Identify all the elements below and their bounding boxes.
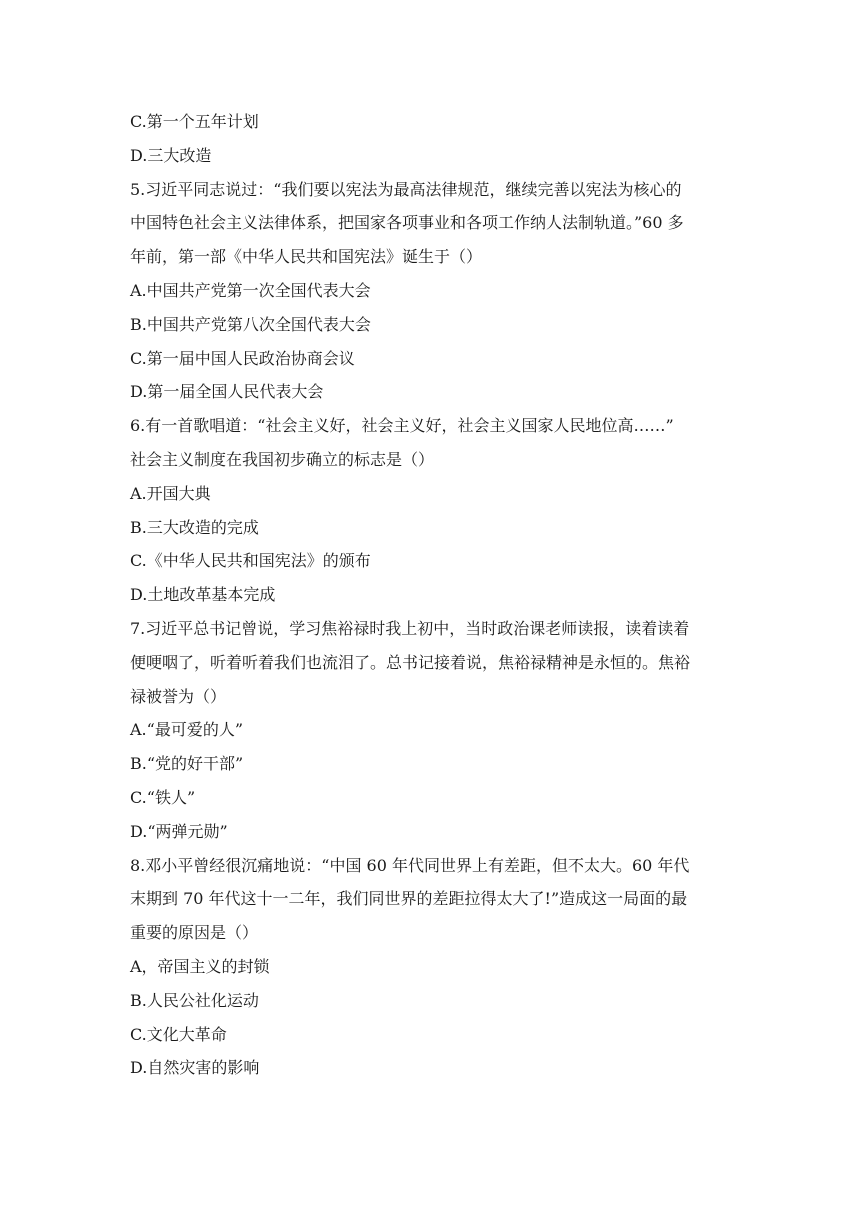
question-line: 8.邓小平曾经很沉痛地说：“中国 60 年代同世界上有差距，但不太大。60 年代: [130, 855, 690, 875]
question-line: 6.有一首歌唱道：“社会主义好，社会主义好，社会主义国家人民地位高……”: [130, 416, 674, 436]
option-line: D.“两弹元勋”: [130, 821, 228, 841]
option-line: D.自然灾害的影响: [130, 1058, 260, 1078]
question-line: 末期到 70 年代这十一二年，我们同世界的差距拉得太大了!”造成这一局面的最: [130, 889, 688, 909]
document-body: [130, 105, 740, 1085]
option-line: D.三大改造: [130, 145, 212, 165]
option-line: D.第一届全国人民代表大会: [130, 382, 324, 402]
option-line: C.“铁人”: [130, 787, 196, 807]
option-line: A，帝国主义的封锁: [130, 956, 270, 976]
option-line: B.人民公社化运动: [130, 990, 259, 1010]
option-line: B.“党的好干部”: [130, 754, 244, 774]
question-line: 便哽咽了，听着听着我们也流泪了。总书记接着说，焦裕禄精神是永恒的。焦裕: [130, 652, 691, 672]
question-line: 年前，第一部《中华人民共和国宪法》诞生于（）: [130, 247, 483, 267]
option-line: C.第一届中国人民政治协商会议: [130, 348, 355, 368]
option-line: D.土地改革基本完成: [130, 585, 276, 605]
option-line: C.第一个五年计划: [130, 112, 259, 131]
question-line: 中国特色社会主义法律体系，把国家各项事业和各项工作纳人法制轨道。”60 多: [130, 213, 684, 233]
option-line: A.中国共产党第一次全国代表大会: [130, 280, 371, 300]
option-line: A.“最可爱的人”: [130, 720, 244, 740]
option-line: B.中国共产党第八次全国代表大会: [130, 314, 371, 334]
question-line: 5.习近平同志说过：“我们要以宪法为最高法律规范，继续完善以宪法为核心的: [130, 179, 682, 199]
option-line: C.文化大革命: [130, 1024, 227, 1044]
question-line: 重要的原因是（）: [130, 923, 259, 943]
option-line: C.《中华人民共和国宪法》的颁布: [130, 551, 371, 571]
question-line: 社会主义制度在我国初步确立的标志是（）: [130, 449, 435, 469]
question-line: 禄被誉为（）: [130, 686, 227, 706]
option-line: B.三大改造的完成: [130, 517, 259, 537]
question-line: 7.习近平总书记曾说，学习焦裕禄时我上初中，当时政治课老师读报，读着读着: [130, 618, 690, 638]
option-line: A.开国大典: [130, 483, 211, 503]
